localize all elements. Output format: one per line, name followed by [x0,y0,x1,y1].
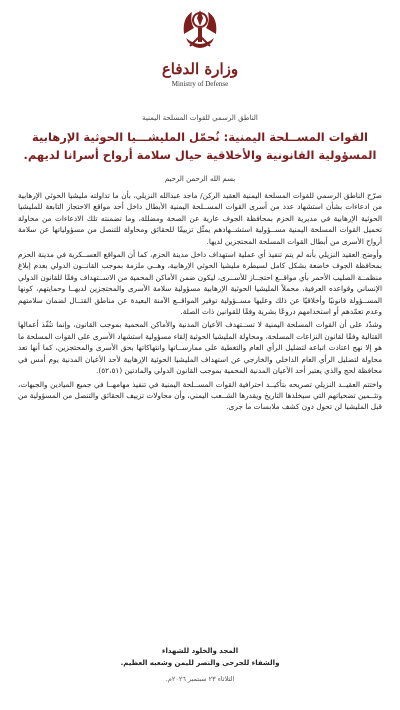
closing-block [20,645,380,669]
closing-line-1: المجد والخلود للشهداء [161,647,239,655]
ministry-name-arabic: وزارة الدفاع [161,60,239,78]
body-paragraph: وأوضح العقيد النزيلي بأنه لم يتم تنفيذ أي عملية استهداف داخل مدينة الحزم، كما أن المواقع العســكرية في مدينة الحزم بمحافظة الجوف خاضعة بشكل كامل لسيطرة مليشيا الحوثي الإرهابية، وهــي ملزمة بموجب القانــون الدولي بعدم إبلاغ منظمــة الصليب الأحمر بأي مواقــع احتجــاز للأســرى، ليكون ضمن الأماكن المحمية من الاســتهداف وفقًا للقانون الدولي الإنساني وقواعده العرفية، محملاً المليشيا الحوثية الإرهابية مسؤولية سلامة الأسرى والمحتجزين لديهــا وحمايتهم، كونها المســؤولة قانونيًا وأخلاقيًا عن ذلك وعليها مســؤولية توفير المواقــع الآمنة البعيدة عن مناطق القتــال لضمان سلامتهم وعدم تعمّدهم أو استخدامهم دروعًا بشرية وفقًا للقوانين ذات الصلة. [18,250,382,317]
ministry-name-english: Ministry of Defense [171,80,229,88]
statement-date: الثلاثاء ٢٣ سبتمبر ٢٠٢٦م. [165,675,235,683]
body-paragraph: صرّح الناطق الرسمي للقوات المسلحة اليمنية العقيد الركن/ ماجد عبدالله النزيلي، بأن ما تداولته مليشيا الحوثي الإرهابية من ادعاءات بشأن استشهاد عدد من أسرى القوات المســلحة اليمنية الأبطال داخل أحد مواقع الاحتجاز التابعة للمليشيا الحوثية الإرهابية في مديرية الحزم بمحافظة الجوف عارية عن الصحة ومضللة، وما تضمنته تلك الادعاءات من محاولة تحميل القوات المسلحة اليمنية مســؤولية استشــهادهم يمثّل تزييفًا للحقائق ومحاولة للتنصل من مسؤولياتها عن سلامة أرواح الأسرى من أبطال القوات المسلحة المحتجزين لديها. [18,191,382,246]
body-paragraph: واختتم العقيــد النزيلي تصريحه بتأكيــد احترافية القوات المســلحة اليمنية في تنفيذ مهامهــا في جميع الميادين والجبهات، وتثــمين تضحياتهم التي سيخلدها التاريخ ويقدرها الشــعب اليمني، وأن محاولات تزييف الحقائق والتنصل من المسؤولية من قبل المليشيا لن تحول دون كشف ملابسات ما جرى. [18,379,382,412]
spokesman-title: الناطق الرسمي للقوات المسلحة اليمنية [142,114,258,122]
closing-line-2: والشفاء للجرحى والنصر لليمن وشعبه العظيم. [120,659,280,667]
bismillah: بسم الله الرحمن الرحيم [164,175,236,183]
ministry-emblem-icon [178,6,222,56]
statement-body [18,190,382,608]
statement-headline: القوات المســلحة اليمنية: نُحمّل المليشـــيا الحوثية الإرهابية المسؤولية القانونية والأخلاقية حيال سلامة أرواح أسرانا لديهم. [23,130,377,162]
body-paragraph: وشدّد على أن القوات المسلحة اليمنية لا تســتهدف الأعيان المدنية والأماكن المحمية بموجب القانون، وإنما تنُفّذ أعمالها القتالية وفقًا لقانون النزاعات المسلحة، ومحاولة المليشيا الحوثية إلقاء مسؤولية استشهاد الأسرى على القوات المسلحة ما هو إلا نهج اعتادت اتباعه لتضليل الرأي العام والتغطية على ممارســاتها وانتهاكاتها بحق الأسرى والمحتجزين، كما أنها تعد محاولة لتضليل الرأي العام الداخلي والخارجي عن استهداف المليشيا الحوثية الإرهابية لأحد الأعيان المدنية يوم أمس في محافظة لحج والذي يعتبر أحد الأعيان المدنية المحمية بموجب القانون الدولي والمادتين (٥٢،٥١). [18,320,382,376]
